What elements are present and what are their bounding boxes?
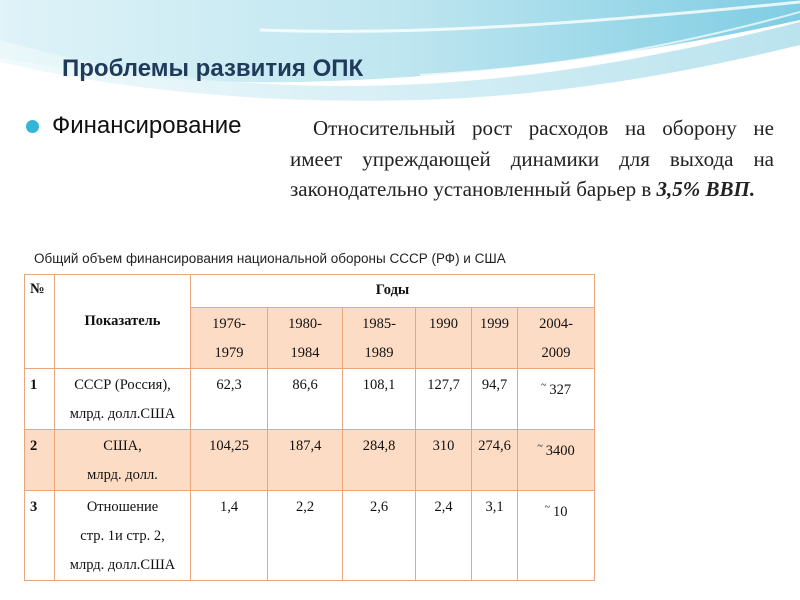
row-value-0: 1,4 — [191, 491, 268, 581]
bullet-dot-icon — [26, 120, 39, 133]
row-value-2: 2,6 — [343, 491, 416, 581]
row-value-1: 187,4 — [268, 430, 343, 491]
row-value-0: 104,25 — [191, 430, 268, 491]
row-value-5: ~ 10 — [518, 491, 595, 581]
bullet-label: Финансирование — [52, 112, 242, 139]
row-indicator: Отношение стр. 1и стр. 2, млрд. долл.США — [55, 491, 191, 581]
row-value-2: 284,8 — [343, 430, 416, 491]
header-indicator: Показатель — [55, 275, 191, 369]
row-value-1: 2,2 — [268, 491, 343, 581]
row-value-0: 62,3 — [191, 369, 268, 430]
slide-title: Проблемы развития ОПК — [62, 55, 364, 82]
row-value-5: ~ 3400 — [518, 430, 595, 491]
header-year-0: 1976- 1979 — [191, 308, 268, 369]
row-value-4: 274,6 — [472, 430, 518, 491]
row-value-3: 310 — [416, 430, 472, 491]
row-indicator: США, млрд. долл. — [55, 430, 191, 491]
row-number: 3 — [25, 491, 55, 581]
bullet-text — [290, 113, 774, 205]
defense-funding-table — [24, 274, 595, 581]
bullet-text-emphasis: 3,5% ВВП. — [656, 177, 756, 201]
header-year-4: 1999 — [472, 308, 518, 369]
header-year-3: 1990 — [416, 308, 472, 369]
table-row — [25, 491, 595, 581]
header-year-2: 1985- 1989 — [343, 308, 416, 369]
header-year-5: 2004- 2009 — [518, 308, 595, 369]
header-number: № — [25, 275, 55, 369]
row-number: 1 — [25, 369, 55, 430]
row-number: 2 — [25, 430, 55, 491]
row-value-4: 3,1 — [472, 491, 518, 581]
row-value-1: 86,6 — [268, 369, 343, 430]
table-header-row — [25, 275, 595, 308]
table-row — [25, 430, 595, 491]
header-years: Годы — [191, 275, 595, 308]
row-value-3: 2,4 — [416, 491, 472, 581]
table-row — [25, 369, 595, 430]
row-value-5: ~ 327 — [518, 369, 595, 430]
table-caption: Общий объем финансирования национальной обороны СССР (РФ) и США — [24, 246, 594, 272]
row-indicator: СССР (Россия), млрд. долл.США — [55, 369, 191, 430]
row-value-4: 94,7 — [472, 369, 518, 430]
header-year-1: 1980- 1984 — [268, 308, 343, 369]
row-value-3: 127,7 — [416, 369, 472, 430]
row-value-2: 108,1 — [343, 369, 416, 430]
bullet-text-main: Относительный рост расходов на оборону не имеет упреждающей динамики для выхода на законодательно установленный барьер в — [290, 116, 774, 201]
